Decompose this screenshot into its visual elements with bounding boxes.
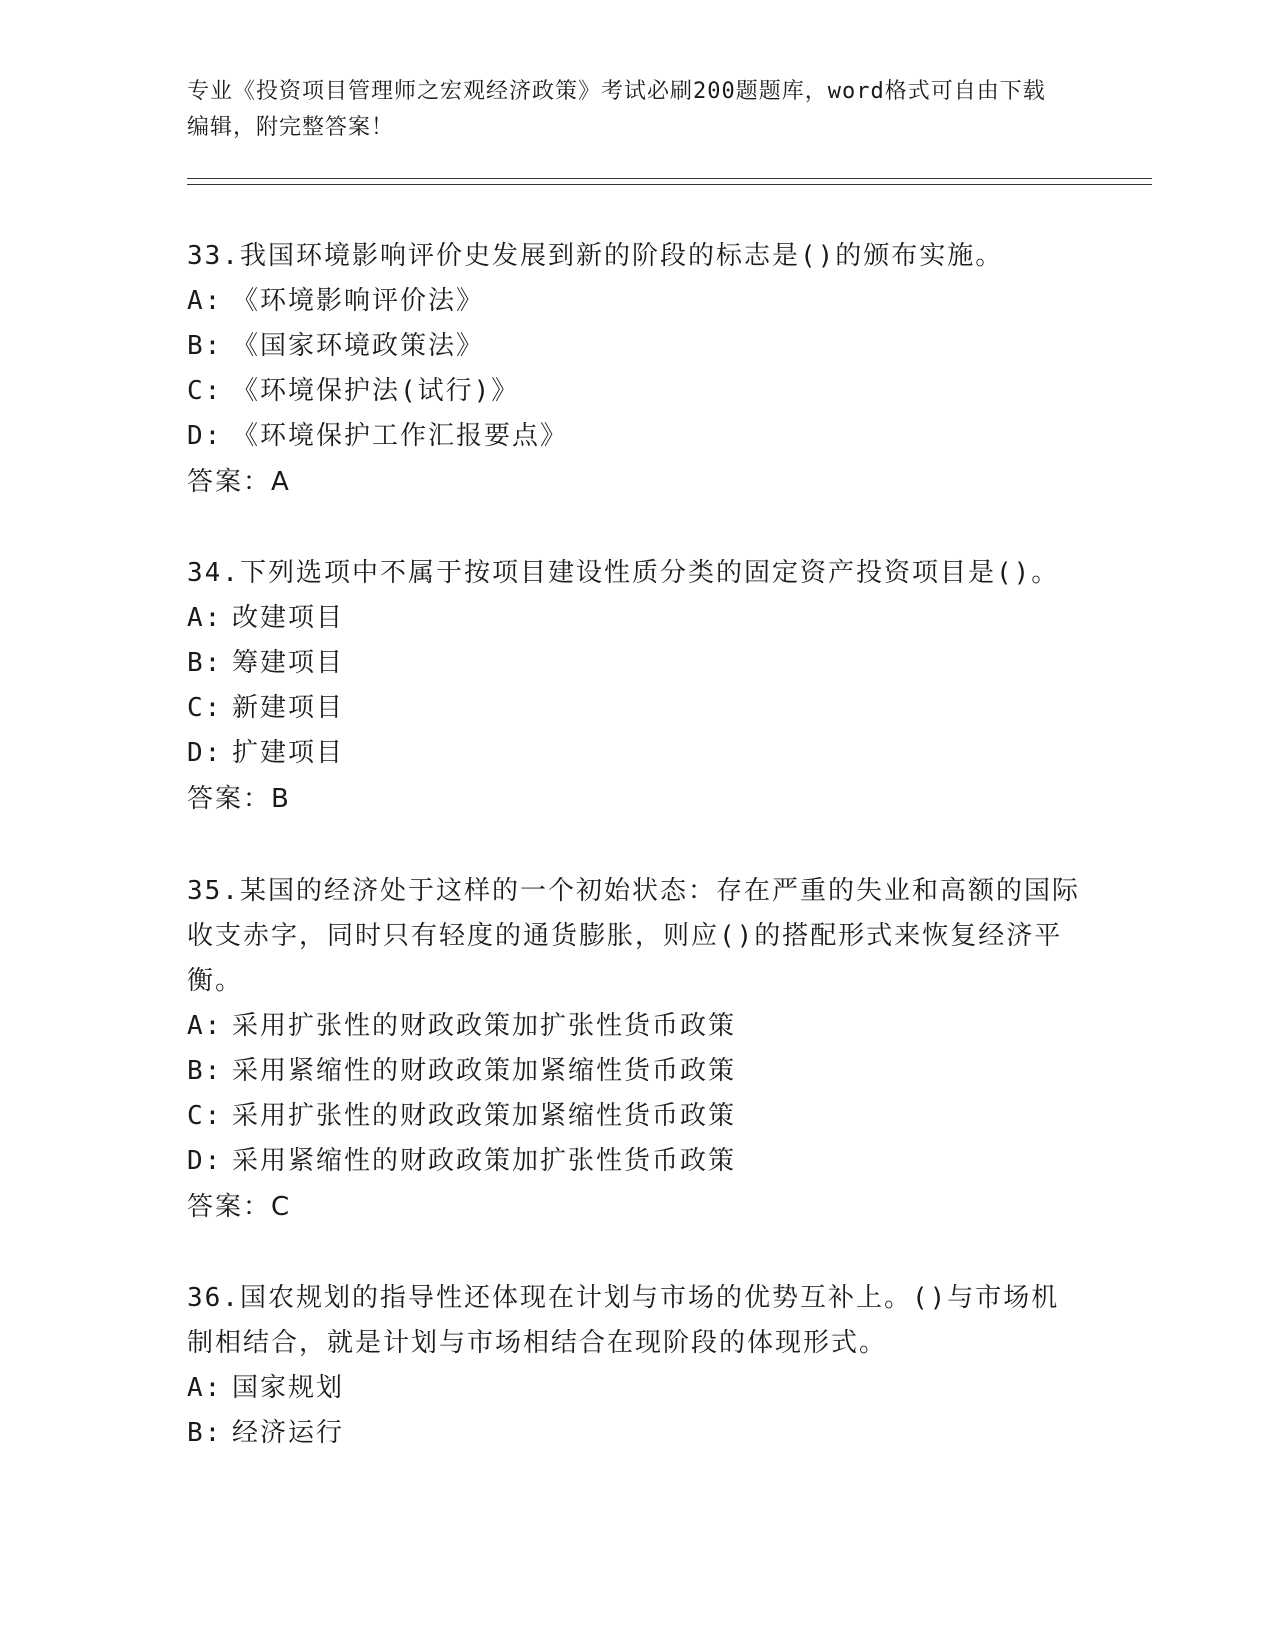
option-text: 筹建项目 bbox=[232, 648, 345, 678]
option-letter: D: bbox=[187, 1146, 223, 1176]
question-34 bbox=[187, 551, 1087, 822]
question-33 bbox=[187, 234, 1087, 505]
option-c bbox=[187, 686, 1087, 731]
document-page bbox=[187, 0, 1152, 1650]
option-text: 扩建项目 bbox=[232, 738, 345, 768]
option-letter: D: bbox=[187, 738, 223, 768]
option-text: 国家规划 bbox=[232, 1373, 345, 1403]
option-letter: C: bbox=[187, 693, 223, 723]
option-letter: A: bbox=[187, 1011, 223, 1041]
question-stem: 33.我国环境影响评价史发展到新的阶段的标志是()的颁布实施。 bbox=[187, 241, 1004, 271]
option-letter: C: bbox=[187, 1101, 223, 1131]
option-d bbox=[187, 731, 1087, 776]
option-text: 经济运行 bbox=[232, 1418, 345, 1448]
option-a bbox=[187, 596, 1087, 641]
question-stem: 35.某国的经济处于这样的一个初始状态：存在严重的失业和高额的国际收支赤字，同时只有轻度的通货膨胀，则应()的搭配形式来恢复经济平衡。 bbox=[187, 876, 1080, 996]
option-b bbox=[187, 1049, 1087, 1094]
option-text: 《环境保护工作汇报要点》 bbox=[232, 421, 569, 451]
option-letter: B: bbox=[187, 331, 223, 361]
option-b bbox=[187, 641, 1087, 686]
option-text: 《国家环境政策法》 bbox=[232, 331, 485, 361]
option-letter: B: bbox=[187, 648, 223, 678]
option-a bbox=[187, 279, 1087, 324]
option-text: 采用紧缩性的财政政策加紧缩性货币政策 bbox=[232, 1056, 737, 1086]
option-b bbox=[187, 324, 1087, 369]
option-text: 采用扩张性的财政政策加紧缩性货币政策 bbox=[232, 1101, 737, 1131]
option-letter: A: bbox=[187, 1373, 223, 1403]
option-letter: B: bbox=[187, 1418, 223, 1448]
option-c bbox=[187, 369, 1087, 414]
option-a bbox=[187, 1004, 1087, 1049]
option-letter: C: bbox=[187, 376, 223, 406]
option-letter: A: bbox=[187, 603, 223, 633]
question-36 bbox=[187, 1276, 1087, 1456]
answer-line: 答案：A bbox=[187, 467, 291, 497]
option-text: 采用紧缩性的财政政策加扩张性货币政策 bbox=[232, 1146, 737, 1176]
question-stem: 34.下列选项中不属于按项目建设性质分类的固定资产投资项目是()。 bbox=[187, 558, 1060, 588]
option-text: 《环境保护法(试行)》 bbox=[232, 376, 520, 406]
answer-line: 答案：C bbox=[187, 1192, 292, 1222]
double-rule-divider bbox=[187, 178, 1152, 185]
option-letter: B: bbox=[187, 1056, 223, 1086]
option-letter: A: bbox=[187, 286, 223, 316]
document-intro: 专业《投资项目管理师之宏观经济政策》考试必刷200题题库，word格式可自由下载编辑，附完整答案！ bbox=[187, 79, 1046, 140]
option-letter: D: bbox=[187, 421, 223, 451]
option-text: 采用扩张性的财政政策加扩张性货币政策 bbox=[232, 1011, 737, 1041]
question-stem: 36.国农规划的指导性还体现在计划与市场的优势互补上。()与市场机制相结合，就是计划与市场相结合在现阶段的体现形式。 bbox=[187, 1283, 1060, 1358]
option-d bbox=[187, 414, 1087, 459]
option-b bbox=[187, 1411, 1087, 1456]
option-text: 新建项目 bbox=[232, 693, 345, 723]
option-text: 《环境影响评价法》 bbox=[232, 286, 485, 316]
option-d bbox=[187, 1139, 1087, 1184]
option-text: 改建项目 bbox=[232, 603, 345, 633]
question-35 bbox=[187, 869, 1087, 1230]
option-c bbox=[187, 1094, 1087, 1139]
answer-line: 答案：B bbox=[187, 784, 291, 814]
option-a bbox=[187, 1366, 1087, 1411]
